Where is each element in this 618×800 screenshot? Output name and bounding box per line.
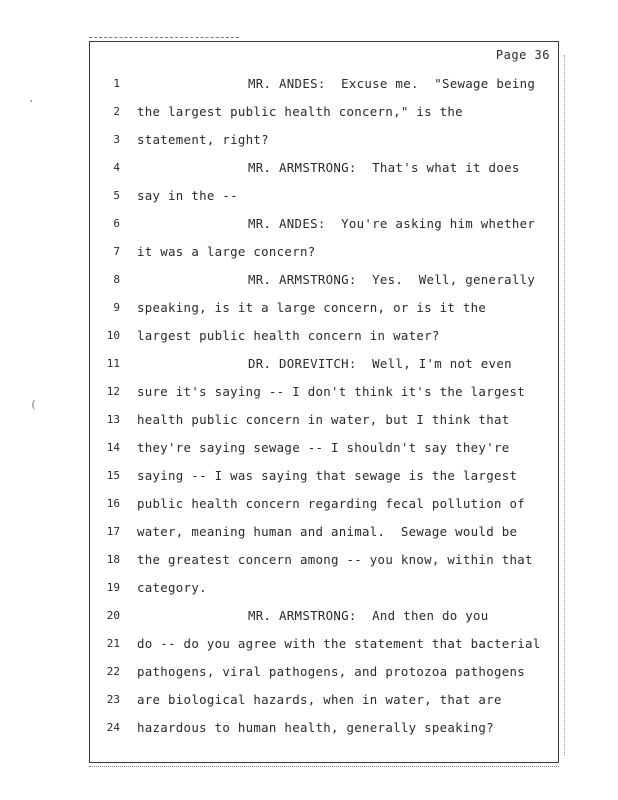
line-text: hazardous to human health, generally speaking? (137, 720, 494, 735)
line-number: 18 (106, 553, 120, 566)
line-number: 14 (106, 441, 120, 454)
transcript-line (90, 690, 558, 710)
transcript-line (90, 718, 558, 738)
transcript-line (90, 494, 558, 514)
line-number: 9 (113, 301, 120, 314)
line-text: the largest public health concern," is the (137, 104, 463, 119)
transcript-line (90, 158, 558, 178)
page-number: Page 36 (495, 48, 550, 62)
line-text: public health concern regarding fecal pollution of (137, 496, 525, 511)
transcript-line (90, 634, 558, 654)
margin-mark: · (28, 95, 35, 108)
line-text: MR. ANDES: Excuse me. "Sewage being (248, 76, 536, 91)
line-text: it was a large concern? (137, 244, 316, 259)
transcript-line (90, 242, 558, 262)
line-number: 3 (113, 133, 120, 146)
line-number: 1 (113, 77, 120, 90)
line-number: 4 (113, 161, 120, 174)
line-text: sure it's saying -- I don't think it's the largest (137, 384, 525, 399)
line-number: 10 (106, 329, 120, 342)
line-text: MR. ARMSTRONG: That's what it does (248, 160, 520, 175)
transcript-line (90, 578, 558, 598)
line-number: 8 (113, 273, 120, 286)
line-text: speaking, is it a large concern, or is it the (137, 300, 487, 315)
line-number: 13 (106, 413, 120, 426)
line-text: saying -- I was saying that sewage is the largest (137, 468, 518, 483)
transcript-line (90, 522, 558, 542)
transcript-line (90, 438, 558, 458)
line-number: 5 (113, 189, 120, 202)
line-number: 11 (106, 357, 120, 370)
line-text: MR. ANDES: You're asking him whether (248, 216, 536, 231)
transcript-line (90, 214, 558, 234)
line-number: 22 (106, 665, 120, 678)
line-number: 23 (106, 693, 120, 706)
scan-artifact-top (89, 37, 239, 38)
transcript-line (90, 270, 558, 290)
line-text: largest public health concern in water? (137, 328, 440, 343)
line-text: DR. DOREVITCH: Well, I'm not even (248, 356, 512, 371)
transcript-line (90, 606, 558, 626)
line-text: do -- do you agree with the statement that bacterial (137, 636, 541, 651)
line-number: 15 (106, 469, 120, 482)
transcript-line (90, 74, 558, 94)
line-text: the greatest concern among -- you know, within that (137, 552, 533, 567)
transcript-line (90, 662, 558, 682)
line-text: say in the -- (137, 188, 238, 203)
transcript-line (90, 466, 558, 486)
line-number: 6 (113, 217, 120, 230)
line-text: MR. ARMSTRONG: And then do you (248, 608, 489, 623)
transcript-line (90, 186, 558, 206)
line-number: 19 (106, 581, 120, 594)
transcript-line (90, 298, 558, 318)
transcript-line (90, 130, 558, 150)
line-number: 21 (106, 637, 120, 650)
line-text: category. (137, 580, 207, 595)
line-text: statement, right? (137, 132, 269, 147)
line-number: 7 (113, 245, 120, 258)
line-text: health public concern in water, but I think that (137, 412, 510, 427)
transcript-line (90, 550, 558, 570)
transcript-line (90, 410, 558, 430)
line-text: MR. ARMSTRONG: Yes. Well, generally (248, 272, 536, 287)
line-number: 2 (113, 105, 120, 118)
transcript-line (90, 382, 558, 402)
line-text: pathogens, viral pathogens, and protozoa pathogens (137, 664, 525, 679)
line-number: 16 (106, 497, 120, 510)
transcript-line (90, 326, 558, 346)
line-text: water, meaning human and animal. Sewage would be (137, 524, 518, 539)
line-number: 12 (106, 385, 120, 398)
margin-mark: ( (30, 398, 37, 411)
line-text: are biological hazards, when in water, that are (137, 692, 502, 707)
line-text: they're saying sewage -- I shouldn't say they're (137, 440, 510, 455)
line-number: 20 (106, 609, 120, 622)
scan-artifact-bottom (89, 766, 559, 767)
transcript-line (90, 354, 558, 374)
transcript-page (89, 41, 559, 763)
line-number: 17 (106, 525, 120, 538)
line-number: 24 (106, 721, 120, 734)
scan-artifact-right-edge (564, 55, 565, 755)
transcript-line (90, 102, 558, 122)
